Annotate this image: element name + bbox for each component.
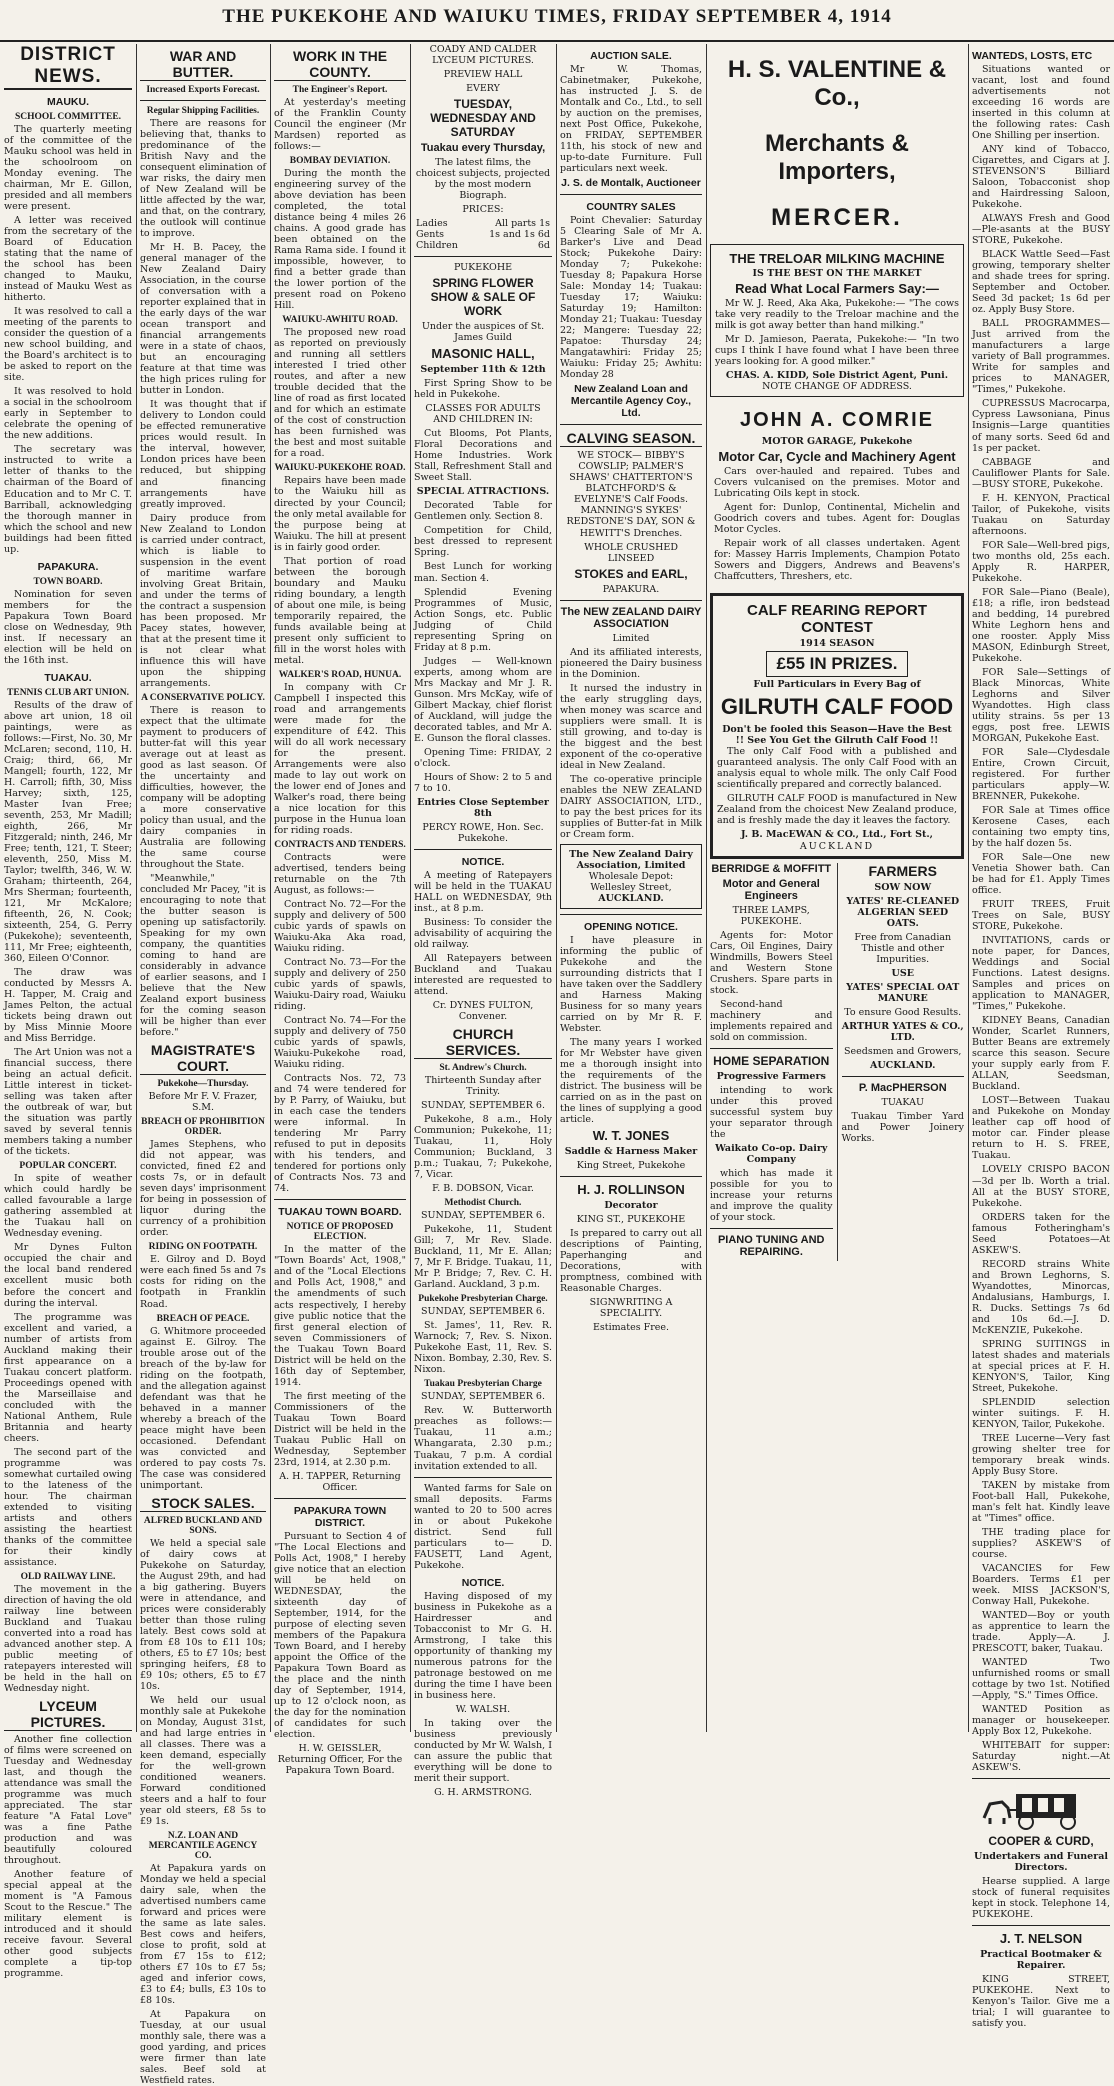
home-separation-paragraph: intending to work under this proved successful system buy your separator through the xyxy=(710,1084,833,1140)
small-ad: FOR Sale—Settings of Black Minorcas, White Leghorns and Silver Wyandottes. High class utility strains. 5s per 13 eggs, post free. LEWIS MORGAN, Pukekohe East. xyxy=(972,666,1110,744)
dairy-box xyxy=(560,844,702,909)
small-ad: ORDERS taken for the famous Fotheringham's Seed Potatoes—At ASKEW'S. xyxy=(972,1211,1110,1256)
yates-manure: YATES' SPECIAL OAT MANURE xyxy=(846,981,960,1004)
section-subheading: CONTRACTS AND TENDERS. xyxy=(274,839,406,850)
small-ad: CUPRESSUS Macrocarpa, Cypress Lawsoniana, Pinus Insignis—Large quantities of many sorts. Seed 6d and 1s per packet. xyxy=(972,398,1110,454)
small-ad: KIDNEY Beans, Canadian Wonder, Scarlet Runners, Butter Beans are extremely scarce this season. Secure your supply early from F. ALLAN, Seedsman, Buckland. xyxy=(972,1015,1110,1093)
comrie-paragraph: Agent for: Dunlop, Continental, Michelin and Goodrich covers and tubes. Agent for: Douglas Motor Cycles. xyxy=(714,502,960,536)
church-sub: Thirteenth Sunday after Trinity. xyxy=(424,1075,542,1098)
valentine-ad xyxy=(710,48,964,240)
notice-heading: TUAKAU TOWN BOARD. xyxy=(278,1206,402,1219)
section-subheading: POPULAR CONCERT. xyxy=(19,1161,117,1172)
prices-heading: PRICES: xyxy=(462,204,504,216)
show-title: SPRING FLOWER SHOW & SALE OF WORK xyxy=(430,276,536,319)
section-subheading: WAIUKU-AWHITU ROAD. xyxy=(282,315,398,326)
pictures-description: The latest films, the choicest subjects, projected by the most modern Biograph. xyxy=(415,157,551,202)
treloar-read: Read What Local Farmers Say:— xyxy=(735,281,939,297)
article-subtitle: Regular Shipping Facilities. xyxy=(146,106,260,116)
show-paragraph: Cut Blooms, Pot Plants, Floral Decorations and Home Industries. Work Stall, Refreshment Stall and Sweet Stall. xyxy=(414,428,552,484)
comrie-ad xyxy=(710,401,964,589)
calf-warning: Don't be fooled this Season—Have the Best !! See You Get the Gilruth Calf Food !! xyxy=(722,724,952,747)
calving-heading: CALVING SEASON. xyxy=(560,430,702,447)
wanteds-intro: Situations wanted or vacant, lost and found advertisements not exceeding 16 words are inserted in this column at the following rates: Cash One Shilling per insertion. xyxy=(972,64,1110,142)
notice-signature: W. WALSH. xyxy=(455,1703,511,1715)
rollinson-name: H. J. ROLLINSON xyxy=(577,1182,685,1198)
gilruth-name: GILRUTH CALF FOOD xyxy=(720,694,954,720)
small-ad: LOVELY CRISPO BACON—3d per lb. Worth a trial. All at the BUSY STORE, Pukekohe. xyxy=(972,1164,1110,1209)
court-case-heading: BREACH OF PROHIBITION ORDER. xyxy=(141,1117,265,1138)
show-town: PUKEKOHE xyxy=(453,262,513,274)
pictures-every: EVERY xyxy=(466,83,500,95)
berridge-address: THREE LAMPS, PUKEKOHE. xyxy=(732,904,810,927)
church-paragraph: Rev. W. Butterworth preaches as follows:— Tuakau, 11 a.m.; Whangarata, 2.30 p.m.; Tuakau, 7 p.m. A cordial invitation extended to all. xyxy=(414,1405,552,1472)
column-district-news xyxy=(4,44,132,1980)
notice-heading: NOTICE. xyxy=(461,855,505,868)
section-subheading: N.Z. LOAN AND MERCANTILE AGENCY CO. xyxy=(148,1831,258,1862)
country-sales-list: Point Chevalier: Saturday 5 Clearing Sale of Mr A. Barker's Live and Dead Stock; Pukekohe Dairy: Monday 7; Pukekohe: Tuesday 8; Papakura Horse Sale: Monday 14; Tuakau: Tuesday 17; Waiuku: Saturday 19; Hamilton: Monday 21; Tuakau: Tuesday 22; Mangere: Tuesday 22; Papatoe: Thursday 24; Mangatawhiri: Friday 25; Waiuku: Friday 25; Awhitu: Monday 28 xyxy=(560,215,702,381)
show-attractions: SPECIAL ATTRACTIONS. xyxy=(416,486,550,498)
column-war-and-butter xyxy=(140,44,266,2086)
article-paragraph: The second part of the programme was somewhat curtailed owing to the lateness of the hour. The chairman extended to visiting artists and others assisting the heartiest thanks of the committee for their kindly assistance. xyxy=(4,1446,132,1568)
column-rule xyxy=(136,44,137,1732)
church-name: Methodist Church. xyxy=(444,1198,522,1209)
small-ad: LOST—Between Tuakau and Pukekohe on Monday leather cap off hood of motor car. Finder please return to H. S. FREE, Tuakau. xyxy=(972,1095,1110,1162)
show-paragraph: Splendid Evening Programmes of Music, Action Songs, etc. Public Judging of Child representing Spring on Friday at 8 p.m. xyxy=(414,586,552,653)
masthead xyxy=(0,0,1114,42)
church-name: St. Andrew's Church. xyxy=(439,1063,527,1074)
church-date: SUNDAY, SEPTEMBER 6. xyxy=(421,1391,545,1403)
article-paragraph: We held a special sale of dairy cows at Pukekohe on Saturday, the August 29th, and had a big gathering. Buyers were in attendance, and prices were considerably better than those ruling lately. Best cows sold at from £8 10s to £11 10s; others, £5 to £7 10s; best springing heifers, £8 to £9 10s; others, £5 to £7 10s. xyxy=(140,1537,266,1692)
notice-signature: H. W. GEISSLER, Returning Officer, For the Papakura Town Board. xyxy=(277,1743,403,1777)
calf-city: AUCKLAND xyxy=(799,840,875,852)
nelson-paragraph: KING STREET, PUKEKOHE. Next to Kenyon's Tailor. Give me a trial; I will guarantee to satisfy you. xyxy=(972,1974,1110,2030)
dairy-paragraph: The co-operative principle enables the NEW ZEALAND DAIRY ASSOCIATION, LTD., to pay the best prices for its supplies of Butter-fat in Milk or Cream form. xyxy=(560,773,702,840)
small-ad: ANY kind of Tobacco, Cigarettes, and Cigars at J. STEVENSON'S Billiard Saloon, Tobacconist shop and Hairdressing Saloon, Pukekohe. xyxy=(972,144,1110,211)
column-ads-auctions xyxy=(560,44,702,1732)
opening-paragraph: I have pleasure in informing the public of Pukekohe and the surrounding districts that I have taken over the Saddlery and Harness Making Business for so many years carried on by Mr R. F. Webster. xyxy=(560,934,702,1035)
small-ad: FOR Sale at Times office Kerosene Cases, each containing two empty tins, by the half dozen 5s. xyxy=(972,805,1110,850)
notice-paragraph: All Ratepayers between Buckland and Tuakau interested are requested to attend. xyxy=(414,952,552,998)
cooper-paragraph: Hearse supplied. A large stock of funeral requisites kept in stock. Telephone 14, PUKEKOHE. xyxy=(972,1876,1110,1921)
calf-contest-heading: CALF REARING REPORT CONTEST xyxy=(747,602,927,637)
berridge-name: BERRIDGE & MOFFITT xyxy=(711,862,832,875)
notice-heading: NOTICE. xyxy=(461,1576,505,1589)
church-paragraph: Pukekohe, 11, Student Gill; 7, Mr Rev. Slade. Buckland, 11, Mr E. Allan; 7, Mr F. Bridge. Tuakau, 11, Mr P. Bridge; 7, Rev. C. H. Garland. Auckland, 3 p.m. xyxy=(414,1224,552,1291)
article-paragraph: The programme was excellent and varied, a number of artists from Auckland making their first appearance on a Tuakau concert platform. Proceedings opened with the Marseillaise and concluded with the National Anthem, Rule Britannia and hearty cheers. xyxy=(4,1311,132,1444)
pictures-heading: COADY AND CALDER LYCEUM PICTURES. xyxy=(429,44,537,67)
section-heading: PAPAKURA. xyxy=(37,560,99,573)
dairy-paragraph: And its affiliated interests, pioneered the Dairy business in the Dominion. xyxy=(560,646,702,680)
article-paragraph: In the matter of the "Town Boards' Act, 1908," and of the "Local Elections and Polls Act, 1908," and the amendments of such acts respectively, I hereby give public notice that the first general election of seven Commissioners of the Tuakau Town Board District will be held on the 16th day of September, 1914. xyxy=(274,1244,406,1388)
article-paragraph: Contract No. 74—For the supply and delivery of 750 cubic yards of spawls, Waiuku-Pukekohe road, Waiuku riding. xyxy=(274,1015,406,1071)
calf-agent: J. B. MacEWAN & CO., Ltd., Fort St., xyxy=(741,829,933,841)
treloar-agent: CHAS. A. KIDD, Sole District Agent, Puni. xyxy=(725,370,949,382)
section-subheading: WAIUKU-PUKEKOHE ROAD. xyxy=(274,463,406,474)
article-paragraph: It was resolved to hold a social in the schoolroom early in September to celebrate the opening of the new additions. xyxy=(4,386,132,442)
farmers-heading: FARMERS xyxy=(868,862,937,879)
dairy-heading: The NEW ZEALAND DAIRY ASSOCIATION xyxy=(560,605,702,630)
section-heading-large: LYCEUM PICTURES. xyxy=(4,1698,132,1731)
price-label: Children xyxy=(416,240,458,252)
rollinson-trade: Decorator xyxy=(604,1200,658,1212)
opening-paragraph: The many years I worked for Mr Webster have given me a thorough insight into the requirements of the district. The business will be carried on as in the past on the lines of supplying a good article. xyxy=(560,1037,702,1126)
column-display-ads xyxy=(710,44,964,1732)
section-subheading: TENNIS CLUB ART UNION. xyxy=(7,687,129,698)
section-heading: TUAKAU. xyxy=(44,671,92,684)
treloar-sub: IS THE BEST ON THE MARKET xyxy=(752,268,922,279)
section-subheading: TOWN BOARD. xyxy=(33,576,103,587)
macpherson-paragraph: Tuakau Timber Yard and Power Joinery Works. xyxy=(841,1110,964,1144)
column-ads-pictures xyxy=(414,44,552,1798)
article-paragraph: Contracts were advertised, tenders being returnable on the 7th August, as follows:— xyxy=(274,851,406,896)
calf-prize: £55 IN PRIZES. xyxy=(766,651,909,677)
article-paragraph: Contract No. 73—For the supply and delivery of 250 cubic yards of spawls, Waiuku-Dairy road, Waiuku riding. xyxy=(274,957,406,1013)
price-value: 6d xyxy=(537,240,550,252)
opening-notice-heading: OPENING NOTICE. xyxy=(584,920,678,933)
rollinson-estimates: Estimates Free. xyxy=(592,1322,670,1334)
comrie-sub: Motor Car, Cycle and Machinery Agent xyxy=(718,449,956,465)
court-case-heading: RIDING ON FOOTPATH. xyxy=(148,1242,258,1253)
show-paragraph: Hours of Show: 2 to 5 and 7 to 10. xyxy=(414,771,552,794)
article-paragraph: The proposed new road as reported on previously and running all settlers interested I tried other routes, and after a new trouble decided that the line of road as first located and for which an estimate of the cost of construction has been furnished was the best and most suitable for a road. xyxy=(274,327,406,460)
show-paragraph: Competition for Child, best dressed to represent Spring. xyxy=(414,525,552,559)
article-paragraph: There are reasons for believing that, thanks to predominance of the British Navy and the consequent elimination of war risks, the dairy men of New Zealand will be little affected by the war, and that, on the contrary, the outlook will continue to improve. xyxy=(140,118,266,240)
section-subheading: Pukekohe—Thursday. xyxy=(157,1079,249,1090)
home-separation-heading: HOME SEPARATION xyxy=(713,1053,830,1068)
article-paragraph: Mr H. B. Pacey, the general manager of the New Zealand Dairy Association, in the course of conversation with a reporter explained that in the early days of the war ocean transport and financial arrangements were in a state of chaos, but an encouraging feature at that time was the high prices ruling for butter in London. xyxy=(140,242,266,397)
calving-linseed: WHOLE CRUSHED LINSEED xyxy=(584,541,678,564)
small-ad: FOR Sale—Well-bred pigs, two months old, 25s each. Apply R. HARPER, Pukekohe. xyxy=(972,539,1110,584)
treloar-note: NOTE CHANGE OF ADDRESS. xyxy=(762,381,912,393)
auction-heading: AUCTION SALE. xyxy=(590,50,672,62)
section-subheading: OLD RAILWAY LINE. xyxy=(20,1571,116,1582)
article-paragraph: The Art Union was not a financial success, there being an actual deficit. Little interest in ticket-selling was taken after the outbreak of war, but the situation was partly saved by several tennis members taking a number of the tickets. xyxy=(4,1047,132,1158)
church-date: SUNDAY, SEPTEMBER 6. xyxy=(421,1100,545,1112)
calving-town: PAPAKURA. xyxy=(602,583,660,595)
show-paragraph: Decorated Table for Gentlemen only. Section 8. xyxy=(414,500,552,523)
auction-paragraph: Mr W. Thomas, Cabinetmaker, Pukekohe, has instructed J. S. de Montalk and Co., Ltd., to sell by auction on the premises, next Post Office, Pukekohe, on FRIDAY, SEPTEMBER 11th, his stock of new and up-to-date Furniture. Full particulars next week. xyxy=(560,64,702,175)
valentine-name: H. S. VALENTINE & Co., xyxy=(727,56,947,111)
article-paragraph: Nomination for seven members for the Papakura Town Board close on Wednesday, 9th inst. If necessary an election will be held on the 16th inst. xyxy=(4,588,132,666)
show-dates: September 11th & 12th xyxy=(420,364,546,376)
macpherson-town: TUAKAU xyxy=(881,1096,924,1108)
calf-season: 1914 SEASON xyxy=(799,638,875,650)
small-ad: FOR Sale—One new Venetia Shower bath. Can be had for £1. Apply Times office. xyxy=(972,852,1110,897)
article-paragraph: Repairs have been made to the Waiuku hill as directed by your Council; the only metal available for the purpose being at Waiuku. The hill at present is in fairly good order. xyxy=(274,475,406,553)
article-paragraph: "Meanwhile," concluded Mr Pacey, "it is encouraging to note that the butter season is opening up satisfactorily. Speaking for my own company, the quantities coming to hand are considerably in advance of earlier seasons, and I believe that the New Zealand export business for the coming season will be higher than ever before." xyxy=(140,873,266,1039)
prices-table xyxy=(414,218,552,251)
article-subtitle: The Engineer's Report. xyxy=(292,85,388,95)
show-paragraph: Opening Time: FRIDAY, 2 o'clock. xyxy=(414,746,552,769)
article-paragraph: The first meeting of the Commissioners of the Tuakau Town Board District will be held in the Tuakau Public Hall on Wednesday, September 23rd, 1914, at 2.30 p.m. xyxy=(274,1390,406,1468)
calving-list: WE STOCK— BIBBY'S COWSLIP; PALMER'S SHAWS' CHATTERTON'S BLATCHFORD'S & EVELYNE'S Calf Foods. MANNING'S SYKES' REDSTONE'S DAY, SON & HEWITT'S Drenches. xyxy=(566,450,696,539)
valentine-merchants: Merchants & Importers, xyxy=(764,130,910,185)
small-ad: WANTED Two unfurnished rooms or small cottage by two 1st. Notified—Apply, "S." Times Office. xyxy=(972,1657,1110,1702)
rollinson-address: KING ST., PUKEKOHE xyxy=(576,1214,686,1226)
treloar-testimonial: Mr W. J. Reed, Aka Aka, Pukekohe:— "The cows take very readily to the Treloar machine and the milk is got away better than hand milking." xyxy=(715,298,959,332)
show-subtitle: Under the auspices of St. James Guild xyxy=(421,321,545,344)
show-secretary: PERCY ROWE, Hon. Sec. Pukekohe. xyxy=(422,821,544,844)
nelson-name: J. T. NELSON xyxy=(999,1931,1083,1947)
article-paragraph: In company with Cr Campbell I inspected this road and arrangements were made for the expenditure of £42. This will do all work necessary for the present. Arrangements were also made to lay out work on the lower end of Jones and Walker's road, there being a nice location for this purpose in the Hunua loan for riding roads. xyxy=(274,681,406,836)
article-paragraph: Results of the draw of above art union, 18 oil paintings, were as follows:—First, No. 30, Mr McLaren; second, 110, H. Craig; third, 66, Mr Mangell; fourth, 122, Mr H. Carroll; fifth, 30, Miss Harvey; sixth, 125, Master Ivan Free; seventh, 253, Mr Madill; eighth, 266, Mr Fitzgerald; ninth, 246, Mr Free; tenth, 121, T. Steer; eleventh, 250, Miss M. Taylor; twelfth, 346, W. W. Graham; thirteenth, 264, Mrs Sherman; fourteenth, 121, Mr McKalore; fifteenth, 26, N. Cook; sixteenth, 254, G. Perry (Pukekohe); seventeenth, 111, Mr Free; eighteenth, 360, Eileen O'Connor. xyxy=(4,699,132,965)
nzloan-name: New Zealand Loan and Mercantile Agency Coy., Ltd. xyxy=(570,383,692,420)
rollinson-speciality: SIGNWRITING A SPECIALITY. xyxy=(589,1297,673,1320)
article-paragraph: That portion of road between the borough boundary and Mauku riding boundary, a length of about one mile, is being temporarily repaired, the funds available being at present only sufficient to fill in the worst holes with metal. xyxy=(274,555,406,666)
small-ad: WANTED Position as manager or housekeeper. Apply Box 12, Pukekohe. xyxy=(972,1704,1110,1738)
article-title: WORK IN THE COUNTY. xyxy=(274,48,406,81)
jones-trade: Saddle & Harness Maker xyxy=(564,1146,698,1158)
small-ad: WANTED—Boy or youth as apprentice to learn the trade. Apply—A. J. PRESCOTT, baker, Tuakau. xyxy=(972,1610,1110,1655)
small-ad: FOR Sale—Clydesdale Entire, Crown Circuit, registered. For further particulars apply—W. BRENNER, Pukekohe. xyxy=(972,746,1110,802)
arthur-yates-name: ARTHUR YATES & CO., LTD. xyxy=(841,1020,964,1043)
hearse-carriage-icon xyxy=(972,1784,1110,1830)
masthead-title: THE PUKEKOHE AND WAIUKU TIMES, FRIDAY SEPTEMBER 4, 1914 xyxy=(222,6,892,27)
price-value: All parts 1s xyxy=(495,218,550,230)
small-ad: BALL PROGRAMMES—Just arrived from the manufacturers a large variety of Ball programmes. Write for samples and prices to MANAGER, "Times," Pukekohe. xyxy=(972,318,1110,396)
church-signature: F. B. DOBSON, Vicar. xyxy=(432,1183,534,1195)
small-ad: SPRING SUITINGS in latest shades and materials at special prices at F. H. KENYON'S, Tailor, King Street, Pukekohe. xyxy=(972,1338,1110,1394)
article-paragraph: James Stephens, who did not appear, was convicted, fined £2 and costs 7s, or in default seven days' imprisonment for being in possession of liquor during the currency of a prohibition order. xyxy=(140,1139,266,1239)
show-paragraph: Best Lunch for working man. Section 4. xyxy=(414,561,552,584)
wanteds-heading: WANTEDS, LOSTS, ETC xyxy=(972,50,1093,62)
comrie-name: JOHN A. COMRIE xyxy=(740,409,934,432)
small-ad: ALWAYS Fresh and Good—Ple-asants at the BUSY STORE, Pukekohe. xyxy=(972,213,1110,247)
column-work-in-county xyxy=(274,44,406,1777)
article-paragraph: In spite of weather which could hardly be called favourable a large gathering assembled at the Tuakau hall on Wednesday evening. xyxy=(4,1173,132,1240)
show-venue: MASONIC HALL, xyxy=(431,346,535,362)
article-paragraph: Mr Dynes Fulton occupied the chair and the local band rendered excellent music both before the concert and during the interval. xyxy=(4,1242,132,1309)
small-ad: FRUIT TREES, Fruit Trees on Sale, BUSY STORE, Pukekohe. xyxy=(972,899,1110,933)
section-subheading: SCHOOL COMMITTEE. xyxy=(14,112,122,122)
valentine-town: MERCER. xyxy=(771,204,903,231)
use-label: USE xyxy=(891,967,914,979)
bottom-ads-right xyxy=(837,863,965,1261)
article-paragraph: The secretary was instructed to write a letter of thanks to the chairman of the Board of Education and to Mr C. T. Barriball, acknowledging the thorough manner in which the school and new buildings had been fitted up. xyxy=(4,444,132,555)
comrie-paragraph: Repair work of all classes undertaken. Agent for: Massey Harris Implements, Champion Potato Sowers and Diggers, Andrews and Beavens's Chaffcutters, Threshers, etc. xyxy=(714,538,960,583)
section-subheading: A CONSERVATIVE POLICY. xyxy=(141,692,265,703)
auctioneer-name: J. S. de Montalk, Auctioneer xyxy=(561,177,701,190)
pictures-venue: PREVIEW HALL xyxy=(443,69,523,81)
section-subheading: ALFRED BUCKLAND AND SONS. xyxy=(143,1515,263,1536)
yates-oats: YATES' RE-CLEANED ALGERIAN SEED OATS. xyxy=(846,895,960,929)
section-heading-large: STOCK SALES. xyxy=(140,1495,266,1512)
notice-paragraph: Business: To consider the advisability of acquiring the old railway. xyxy=(414,916,552,950)
treloar-ad xyxy=(710,244,964,397)
article-paragraph: At Papakura yards on Monday we held a special dairy sale, when the advertised numbers came forward and prices were the same as late sales. Best cows and heifers, close to profit, sold at from £7 15s to £12; others £7 10s to £7 5s; aged and inferior cows, £3 to £4; bulls, £3 10s to £8 10s. xyxy=(140,1863,266,2007)
jones-name: W. T. JONES xyxy=(592,1128,670,1144)
dairy-box-city: AUCKLAND. xyxy=(598,892,664,904)
pictures-days: TUESDAY, WEDNESDAY AND SATURDAY xyxy=(430,97,536,140)
country-sales-heading: COUNTRY SALES xyxy=(586,201,676,214)
waikato-company: Waikato Co-op. Dairy Company xyxy=(715,1142,828,1165)
small-ad: THE trading place for supplies? ASKEW'S of course. xyxy=(972,1526,1110,1560)
article-paragraph: At yesterday's meeting of the Franklin County Council the engineer (Mr Mardsen) reported as follows:— xyxy=(274,97,406,153)
show-classes: CLASSES FOR ADULTS AND CHILDREN IN: xyxy=(425,403,541,426)
bottom-ads-row xyxy=(710,863,964,1261)
piano-heading: PIANO TUNING AND REPAIRING. xyxy=(717,1233,825,1258)
article-paragraph: The movement in the direction of having the old railway line between Buckland and Tuakau converted into a road has advanced another step. A public meeting of ratepayers interested will be held in the hall on Wednesday night. xyxy=(4,1583,132,1695)
notice-signature: G. H. ARMSTRONG. xyxy=(434,1786,532,1798)
article-paragraph: At Papakura on Tuesday, at our usual monthly sale, there was a good yarding, and prices were firmer than late sales. Beef sold at Westfield rates. xyxy=(140,2009,266,2086)
article-paragraph: During the month the engineering survey of the above deviation has been completed, the total distance being 4 miles 26 chains. A good grade has been obtained on the Rama Rama side. I found it impossible, however, to find a better grade than the lower portion of the present road on Pokeno Hill. xyxy=(274,168,406,312)
small-ad: RECORD strains White and Brown Leghorns, S. Wyandottes, Minorcas, Andalusians, Hamburgs, I. R. Ducks. Settings 7s 6d and 10s 6d.—J. D. McKENZIE, Pukekohe. xyxy=(972,1258,1110,1336)
section-subheading: WALKER'S ROAD, HUNUA. xyxy=(278,669,402,680)
column-wanteds xyxy=(972,44,1110,2030)
column-rule xyxy=(968,44,969,1732)
notice-signature: A. H. TAPPER, Returning Officer. xyxy=(279,1470,401,1493)
yates-oats-note: Free from Canadian Thistle and other Impurities. xyxy=(854,931,952,965)
small-ad: CABBAGE and Cauliflower Plants for Sale.—BUSY STORE, Pukekohe. xyxy=(972,456,1110,490)
berridge-paragraph: Second-hand machinery and implements repaired and sold on commission. xyxy=(710,998,833,1043)
article-paragraph: Contracts Nos. 72, 73 and 74 were tendered for by P. Parry, of Waiuku, but in each case the tenders were informal. In tendering Mr Parry refused to put in deposits with his tenders, and tendered for portions only of Contracts Nos. 73 and 74. xyxy=(274,1073,406,1195)
article-paragraph: It was thought that if delivery to London could be effected remunerative prices would result. In the interval, however, London prices have been reduced, but shipping and financing arrangements have greatly improved. xyxy=(140,399,266,510)
show-paragraph: Judges — Well-known experts, among whom are Mrs Mackay and Mr J. R. Gunson. Mrs McKay, wife of Gilbert Mackay, chief florist of Auckland, will judge the decorated tables, and Mr A. E. Gunson the floral classes. xyxy=(414,655,552,744)
church-paragraph: St. James', 11, Rev. R. Warnock; 7, Rev. S. Nixon. Pukekohe East, 11, Rev. S. Nixon. Bombay, 2.30, Rev. S. Nixon. xyxy=(414,1320,552,1376)
notice-paragraph: In taking over the business previously conducted by Mr W. Walsh, I can assure the public that everything will be done to merit their support. xyxy=(414,1717,552,1784)
article-paragraph: There is reason to expect that the ultimate payment to producers of butter-fat will this year average out at least as good as last season. Of the uncertainty and difficulties, however, the company will be adopting a more conservative policy than usual, and the dairy companies in Australia are following the same course throughout the State. xyxy=(140,704,266,871)
column-rule xyxy=(556,44,557,1732)
dairy-paragraph: It nursed the industry in the early struggling days, when money was scarce and suppliers were small. It is still growing, and to-day is the biggest and the best exponent of the co-operative ideal in New Zealand. xyxy=(560,682,702,771)
article-paragraph: G. Whitmore proceeded against E. Gilroy. The trouble arose out of the breach of the by-law for riding on the footpath, and the allegation against defendant was that he behaved in a manner whereby a breach of the peace might have been occasioned. Defendant was convicted and ordered to pay costs 7s. The case was considered unimportant. xyxy=(140,1325,266,1491)
calf-paragraph: The only Calf Food with a published and guaranteed analysis. The only Calf Food with an analysis equal to whole milk. The only Calf Food scientifically prepared and correctly balanced. xyxy=(717,746,957,791)
arthur-yates-sub: Seedsmen and Growers, xyxy=(844,1045,962,1057)
macpherson-name: P. MacPHERSON xyxy=(858,1081,947,1094)
church-services-heading: CHURCH SERVICES. xyxy=(414,1026,552,1059)
notice-signature: Cr. DYNES FULTON, Convener. xyxy=(432,1000,534,1023)
cooper-sub: Undertakers and Funeral Directors. xyxy=(974,1851,1108,1874)
wanted-paragraph: Wanted farms for Sale on small deposits. Farms wanted to 20 to 500 acres in or about Pukekohe district. Send full particulars to— D. FAUSETT, Land Agent, Pukekohe. xyxy=(414,1482,552,1571)
small-ads-list xyxy=(972,144,1110,1773)
article-paragraph: We held our usual monthly sale at Pukekohe on Monday, August 31st, and had large entries in all classes. There was a keen demand, especially for the well-grown conditioned weaners. Forward conditioned steers and a half to four year old steers, £8 5s to £9 1s. xyxy=(140,1694,266,1828)
home-separation-paragraph: which has made it possible for you to increase your returns and improve the quality of your stock. xyxy=(710,1167,833,1223)
article-paragraph: Pursuant to Section 4 of "The Local Elections and Polls Act, 1908," I hereby give notice that an election will be held on WEDNESDAY, the sixteenth day of September, 1914, for the purpose of electing seven members of the Papakura Town Board, and I hereby appoint the Office of the Papakura Town Board as the place and the ninth day of September, 1914, up to 12 o'clock noon, as the day for the nomination of candidates for such election. xyxy=(274,1530,406,1741)
article-paragraph: Another fine collection of films were screened on Tuesday and Wednesday last, and though the attendance was small the programme was much appreciated. The star feature "A Fatal Love" was a fine Pathe production and was beautifully coloured throughout. xyxy=(4,1734,132,1867)
small-ad: FOR Sale—Piano (Beale), £18; a rifle, iron bedstead and bedding, 14 purebred White Leghorn hens and one rooster. Apply Miss MASON, Edinburgh Street, Pukekohe. xyxy=(972,586,1110,664)
berridge-paragraph: Agents for: Motor Cars, Oil Engines, Dairy Windmills, Bowers Steel and Western Stone Crushers. Spare parts in stock. xyxy=(710,929,833,996)
dairy-box-name: The New Zealand Dairy Association, Limited xyxy=(569,848,693,871)
calf-full: Full Particulars in Every Bag of xyxy=(753,679,921,691)
small-ad: SPLENDID selection winter suitings. F. H. KENYON, Tailor, Pukekohe. xyxy=(972,1396,1110,1430)
gilruth-ad xyxy=(710,593,964,858)
arthur-yates-city: AUCKLAND. xyxy=(870,1059,936,1071)
small-ad: BLACK Wattle Seed—Fast growing, temporary shelter and shade trees for spring. September and October. Seed 3d packet; 1s 6d per oz. Apply Busy Store. xyxy=(972,249,1110,316)
church-paragraph: Pukekohe, 8 a.m., Holy Communion; Pukekohe, 11; Tuakau, 11, Holy Communion; Buckland, 3 p.m.; Tuakau, 7; Pukekohe, 7, Vicar. xyxy=(414,1114,552,1181)
notice-heading: PAPAKURA TOWN DISTRICT. xyxy=(293,1504,387,1529)
section-heading-large: MAGISTRATE'S COURT. xyxy=(140,1042,266,1075)
comrie-paragraph: Cars over-hauled and repaired. Tubes and Covers vulcanised on the premises. Motor and Lubricating Oils kept in stock. xyxy=(714,466,960,500)
farmers-sow: SOW NOW xyxy=(874,881,932,893)
article-paragraph: Contract No. 72—For the supply and delivery of 500 cubic yards of spawls on Waiuku-Aka Aka road, Waiuku riding. xyxy=(274,899,406,955)
column-rule xyxy=(410,44,411,1732)
article-subtitle: Increased Exports Forecast. xyxy=(146,85,260,95)
home-separation-sub: Progressive Farmers xyxy=(716,1070,826,1082)
article-paragraph: Another feature of special appeal at the moment is "A Famous Scout to the Rescue." The military element is introduced and it should receive favour. Several other good subjects complete a tip-top programme. xyxy=(4,1869,132,1980)
price-label: Ladies xyxy=(416,218,448,230)
small-ad: INVITATIONS, cards or note paper, for Dances, Weddings and Social Functions. Latest designs. Samples and prices on application to MANAGER, "Times," Pukekohe. xyxy=(972,935,1110,1013)
court-case-heading: BREACH OF PEACE. xyxy=(156,1313,250,1324)
small-ad: VACANCIES for Few Boarders. Terms £1 per week. MISS JACKSON'S, Conway Hall, Pukekohe. xyxy=(972,1563,1110,1608)
district-news-title: DISTRICT NEWS. xyxy=(4,44,132,90)
section-subheading: BOMBAY DEVIATION. xyxy=(289,156,391,167)
rollinson-paragraph: Is prepared to carry out all descriptions of Painting, Paperhanging and Decorations, with promptness, combined with Reasonable Charges. xyxy=(560,1228,702,1295)
treloar-testimonial: Mr D. Jamieson, Paerata, Pukekohe:— "In two cups I think I have found what I have been three years looking for. A good milker." xyxy=(715,334,959,368)
comrie-garage: MOTOR GARAGE, Pukekohe xyxy=(761,436,913,448)
court-magistrate: Before Mr F. V. Frazer, S.M. xyxy=(148,1091,258,1114)
bottom-ads-left xyxy=(710,863,833,1261)
article-paragraph: The quarterly meeting of the committee of the Mauku school was held in the schoolroom on Monday evening. The chairman, Mr E. Gillon, presided and all members were present. xyxy=(4,124,132,213)
dairy-limited: Limited xyxy=(612,632,650,644)
article-paragraph: It was resolved to call a meeting of the parents to consider the question of a new school building, and the Board's architect is to be asked to report on the site. xyxy=(4,306,132,384)
column-rule xyxy=(270,44,271,1732)
berridge-sub: Motor and General Engineers xyxy=(722,877,820,902)
jones-address: King Street, Pukekohe xyxy=(576,1160,686,1172)
calving-firm: STOKES and EARL, xyxy=(574,566,688,581)
calf-paragraph: GILRUTH CALF FOOD is manufactured in New Zealand from the choicest New Zealand produce, and is freshly made the day it leaves the factory. xyxy=(717,793,957,827)
yates-manure-note: To ensure Good Results. xyxy=(844,1006,962,1018)
church-date: SUNDAY, SEPTEMBER 6. xyxy=(421,1210,545,1222)
article-paragraph: E. Gilroy and D. Boyd were each fined 5s and 7s costs for riding on the footpath in Franklin Road. xyxy=(140,1254,266,1310)
article-paragraph: The draw was conducted by Messrs A. H. Tapper, M. Craig and James Pelton, the actual tickets being drawn out by Miss Minnie Moore and Miss Berridge. xyxy=(4,967,132,1045)
treloar-heading: THE TRELOAR MILKING MACHINE xyxy=(729,251,945,266)
notice-paragraph: Having disposed of my business in Pukekohe as a Hairdresser and Tobacconist to Mr G. H. Armstrong, I take this opportunity of thanking my numerous patrons for the patronage bestowed on me during the time I have been in business here. xyxy=(414,1590,552,1701)
show-entries: Entries Close September 8th xyxy=(417,796,549,819)
nelson-sub: Practical Bootmaker & Repairer. xyxy=(980,1949,1102,1972)
show-paragraph: First Spring Show to be held in Pukekohe. xyxy=(414,378,552,401)
price-value: 1s and 1s 6d xyxy=(489,229,550,241)
dairy-box-depot: Wholesale Depot: Wellesley Street, xyxy=(588,870,674,893)
article-paragraph: A letter was received from the secretary of the Board of Education stating that the name of the school has been changed to Mauku, instead of Mauku West as hitherto. xyxy=(4,215,132,304)
small-ad: TAKEN by mistake from Foot-ball Hall, Pukekohe, man's felt hat. Kindly leave at "Times" office. xyxy=(972,1479,1110,1524)
article-title: WAR AND BUTTER. xyxy=(140,48,266,81)
article-paragraph: Dairy produce from New Zealand to London is carried under contract, which is liable to suspension in the event of maritime warfare involving Great Britain, and under the terms of the contract a suspension has been proposed. Mr Pacey states, however, that at the present time it is not clear what influence this will have upon the shipping arrangements. xyxy=(140,512,266,689)
church-name: Pukekohe Presbyterian Charge. xyxy=(418,1294,548,1305)
church-name: Tuakau Presbyterian Charge xyxy=(424,1379,542,1390)
cooper-name: COOPER & CURD, xyxy=(988,1834,1094,1849)
pictures-tuakau: Tuakau every Thursday, xyxy=(420,142,546,155)
column-rule xyxy=(706,44,707,1732)
small-ad: TREE Lucerne—Very fast growing shelter tree for temporary break winds. Apply Busy Store. xyxy=(972,1432,1110,1477)
price-label: Gents xyxy=(416,229,445,241)
small-ad: F. H. KENYON, Practical Tailor, of Pukekohe, visits Tuakau on Saturday afternoons. xyxy=(972,492,1110,537)
notice-subheading: NOTICE OF PROPOSED ELECTION. xyxy=(286,1222,394,1243)
church-date: SUNDAY, SEPTEMBER 6. xyxy=(421,1306,545,1318)
notice-paragraph: A meeting of Ratepayers will be held in the TUAKAU HALL on WEDNESDAY, 9th inst., at 8 p.m. xyxy=(414,869,552,914)
section-heading: MAUKU. xyxy=(47,96,89,108)
small-ad: WHITEBAIT for supper: Saturday night.—At ASKEW'S. xyxy=(972,1740,1110,1774)
